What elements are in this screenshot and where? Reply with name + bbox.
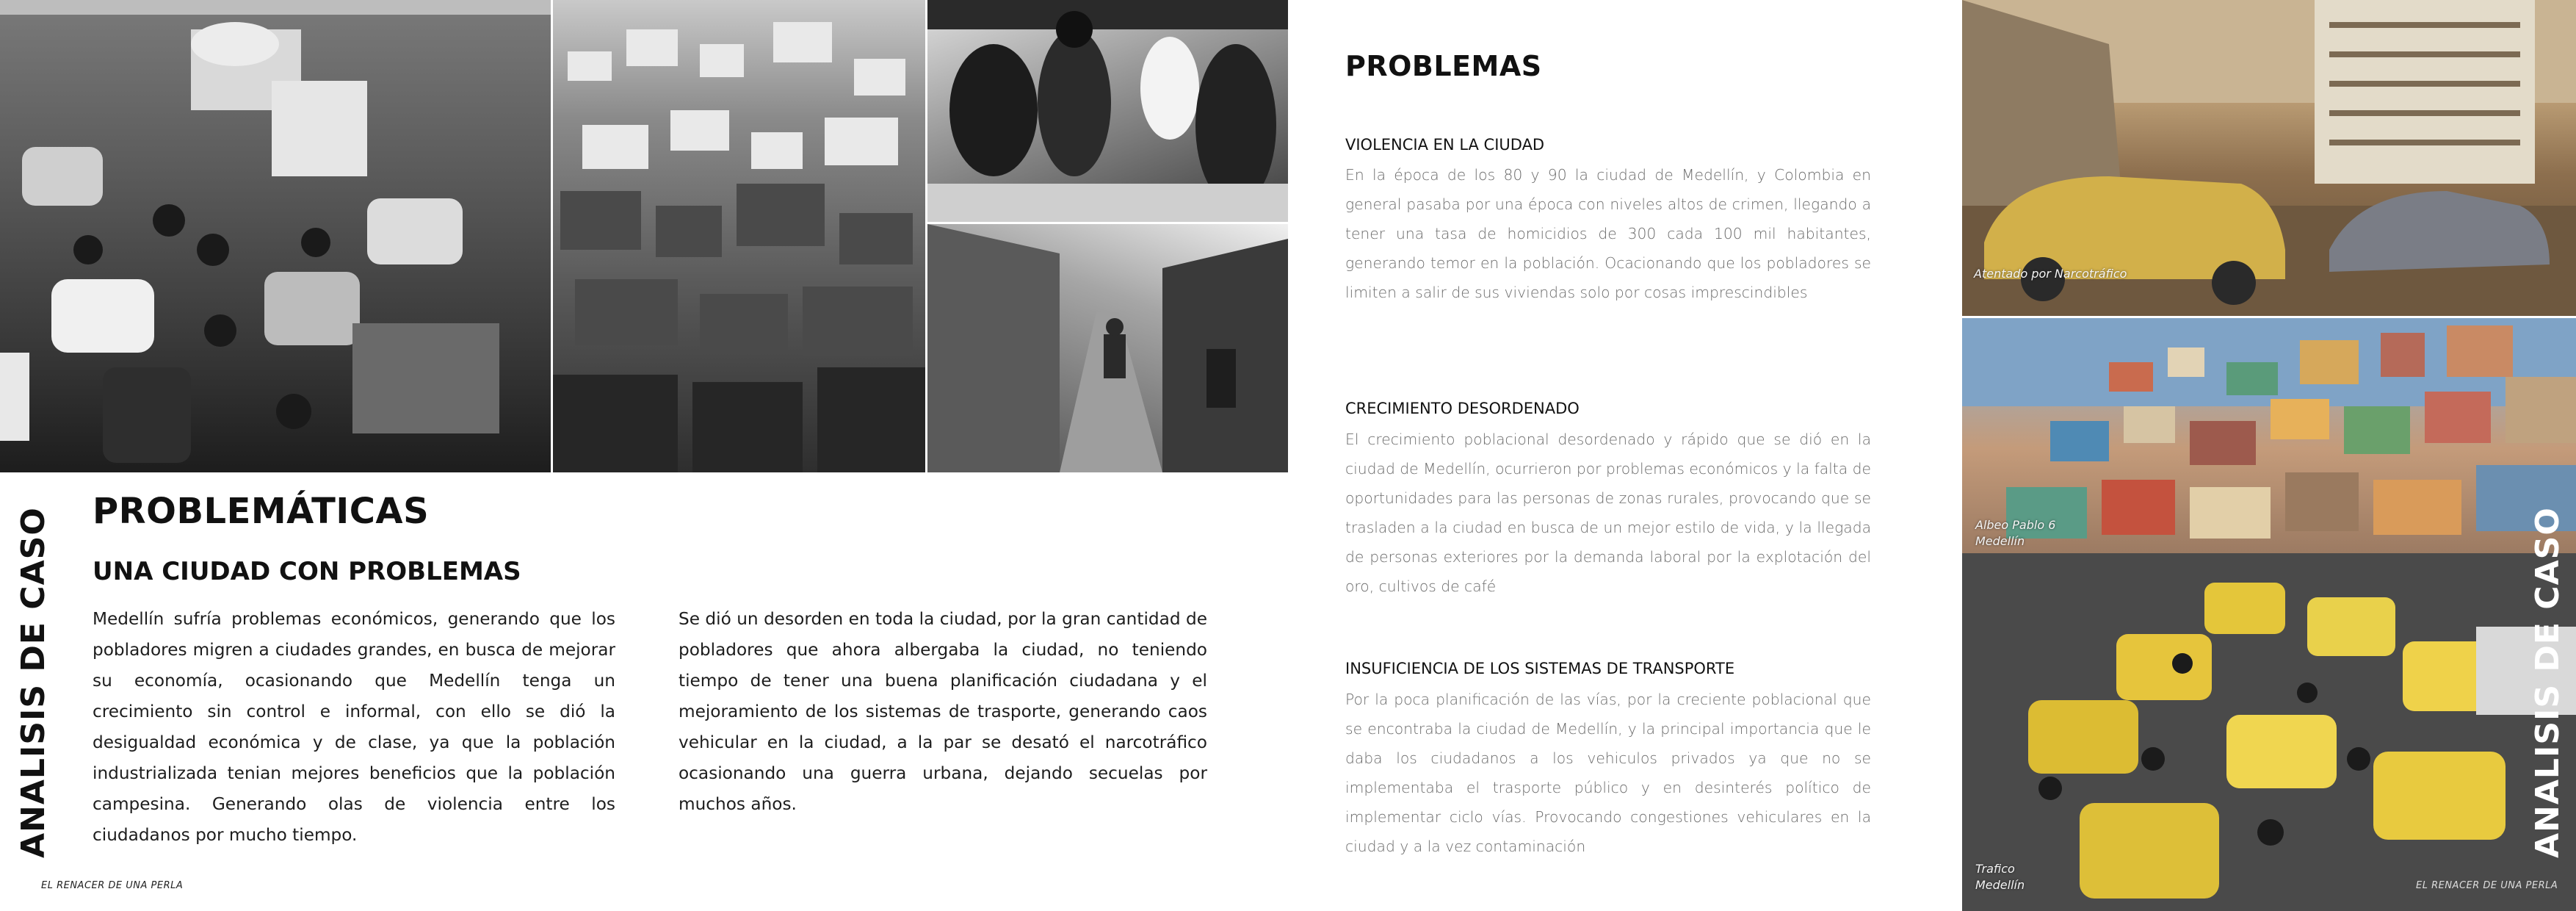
section-body-violence: En la época de los 80 y 90 la ciudad de Medellín, y Colombia en general pasaba por una época con niveles altos de crimen, llegando a tener una tasa de homicidios de 300 cada 100 mil habitantes, generando temor en la población. Ocacionando que los pobladores se limiten a salir de sus viviendas solo por cosas imprescindibles bbox=[1345, 166, 1871, 301]
intro-paragraph-2: Se dió un desorden en toda la ciudad, por la gran cantidad de pobladores que ahora albergaba la ciudad, no teniendo tiempo de tener una buena planificación ciudadana y el mejoramiento de los sistemas de trasporte, generando caos vehicular en la ciudad, a la par se desató el narcotráfico ocasionando una guerra urbana, dejando secuelas por muchos años. bbox=[679, 609, 1207, 814]
caption-trafico-line1: Trafico bbox=[1975, 862, 2015, 876]
caption-pablo bbox=[1975, 517, 2055, 550]
caption-trafico bbox=[1975, 861, 2025, 893]
caption-trafico-line2: Medellín bbox=[1975, 878, 2025, 892]
police-photo-bw bbox=[927, 0, 1288, 222]
favela-photo-bw bbox=[553, 0, 925, 472]
page-subheading: UNA CIUDAD CON PROBLEMAS bbox=[93, 557, 521, 586]
side-title-right: ANALISIS DE CASO bbox=[2529, 507, 2566, 858]
side-title-left: ANALISIS DE CASO bbox=[15, 507, 52, 858]
caption-bombing: Atentado por Narcotráfico bbox=[1974, 267, 2127, 281]
section-body-transport: Por la poca planificación de las vías, por la creciente poblacional que se encontraba la ciudad de Medellín, y la principal importancia que le daba los ciudadanos a los vehiculos privados ya que no se implementaba el trasporte público y en desinterés político de implementar ciclo vías. Provocando congestiones vehiculares en la ciudad y a la vez contaminación bbox=[1345, 691, 1871, 855]
problems-title: PROBLEMAS bbox=[1345, 50, 1542, 82]
comuna-traffic-photo bbox=[1962, 318, 2576, 911]
caption-pablo-line1: Albeo Pablo 6 bbox=[1975, 518, 2056, 532]
intro-paragraph-1: Medellín sufría problemas económicos, generando que los pobladores migren a ciudades grandes, en busca de mejorar su economía, ocasionando que Medellín tenga un crecimiento sin control e informal, con ello se dió la desigualdad económica y de clase, ya que la población industrializada tenian mejores beneficios que la población campesina. Generando olas de violencia entre los ciudadanos por mucho tiempo. bbox=[93, 609, 615, 845]
caption-pablo-line2: Medellín bbox=[1975, 534, 2025, 548]
traffic-photo-bw bbox=[0, 0, 551, 472]
section-heading-violence: VIOLENCIA EN LA CIUDAD bbox=[1345, 136, 1545, 154]
footer-left: EL RENACER DE UNA PERLA bbox=[41, 880, 184, 891]
section-heading-transport: INSUFICIENCIA DE LOS SISTEMAS DE TRANSPORTE bbox=[1345, 660, 1735, 677]
footer-right: EL RENACER DE UNA PERLA bbox=[2416, 880, 2558, 891]
street-photo-bw bbox=[927, 224, 1288, 472]
section-heading-growth: CRECIMIENTO DESORDENADO bbox=[1345, 400, 1580, 417]
page-heading: PROBLEMÁTICAS bbox=[93, 491, 430, 532]
section-body-growth: El crecimiento poblacional desordenado y rápido que se dió en la ciudad de Medellín, ocurrieron por problemas económicos y la falta de oportunidades para las personas de zonas rurales, provocando que se trasladen a la ciudad en busca de un mejor estilo de vida, y la llegada de personas exteriores por la demanda laboral por la explotación del oro, cultivos de café bbox=[1345, 431, 1871, 595]
